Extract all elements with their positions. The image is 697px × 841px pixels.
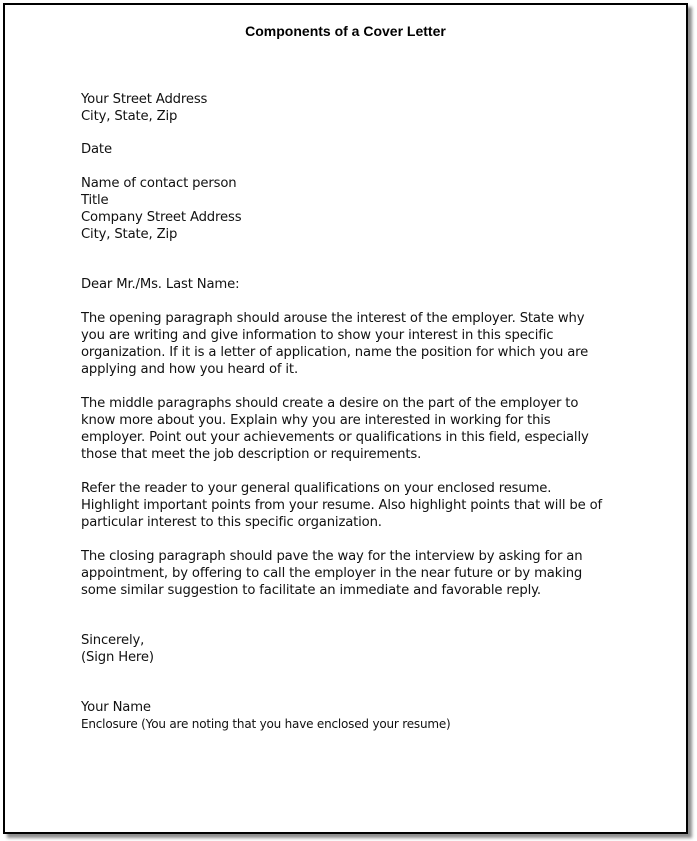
recipient-address	[81, 175, 641, 243]
recipient-city-state-zip: City, State, Zip	[81, 227, 178, 242]
paragraph-line: Highlight important points from your resume. Also highlight points that will be of	[81, 498, 603, 513]
paragraph-line: The closing paragraph should pave the way for the interview by asking for an	[81, 549, 583, 564]
paragraph-line: Refer the reader to your general qualifications on your enclosed resume.	[81, 481, 552, 496]
paragraph-middle	[81, 395, 641, 463]
letter-date	[81, 141, 641, 158]
document-title: Components of a Cover Letter	[245, 23, 446, 39]
paragraph-line: know more about you. Explain why you are interested in working for this	[81, 413, 551, 428]
date-line: Date	[81, 142, 112, 157]
paragraph-line: appointment, by offering to call the employer in the near future or by making	[81, 566, 583, 581]
document-page	[3, 3, 688, 834]
paragraph-line: applying and how you heard of it.	[81, 362, 298, 377]
sender-name-block	[81, 699, 641, 733]
recipient-title: Title	[81, 193, 109, 208]
sign-off	[81, 632, 641, 666]
paragraph-qualifications	[81, 480, 641, 531]
salutation-line: Dear Mr./Ms. Last Name:	[81, 277, 240, 292]
letter-body	[81, 91, 641, 733]
paragraph-opening	[81, 310, 641, 378]
paragraph-line: you are writing and give information to show your interest in this specific	[81, 328, 554, 343]
enclosure-note: Enclosure (You are noting that you have enclosed your resume)	[81, 717, 451, 731]
sender-address	[81, 91, 641, 125]
sender-city-state-zip: City, State, Zip	[81, 109, 178, 124]
paragraph-line: organization. If it is a letter of application, name the position for which you are	[81, 345, 589, 360]
recipient-name: Name of contact person	[81, 176, 237, 191]
paragraph-line: some similar suggestion to facilitate an immediate and favorable reply.	[81, 583, 541, 598]
paragraph-closing	[81, 548, 641, 599]
sender-street: Your Street Address	[81, 92, 208, 107]
paragraph-line: particular interest to this specific organization.	[81, 515, 382, 530]
paragraph-line: The opening paragraph should arouse the interest of the employer. State why	[81, 311, 585, 326]
closing-line: Sincerely,	[81, 633, 145, 648]
sender-name: Your Name	[81, 700, 151, 715]
paragraph-line: The middle paragraphs should create a desire on the part of the employer to	[81, 396, 579, 411]
signature-line: (Sign Here)	[81, 650, 154, 665]
paragraph-line: those that meet the job description or requirements.	[81, 447, 422, 462]
salutation	[81, 276, 641, 293]
recipient-street: Company Street Address	[81, 210, 242, 225]
paragraph-line: employer. Point out your achievements or qualifications in this field, especially	[81, 430, 589, 445]
